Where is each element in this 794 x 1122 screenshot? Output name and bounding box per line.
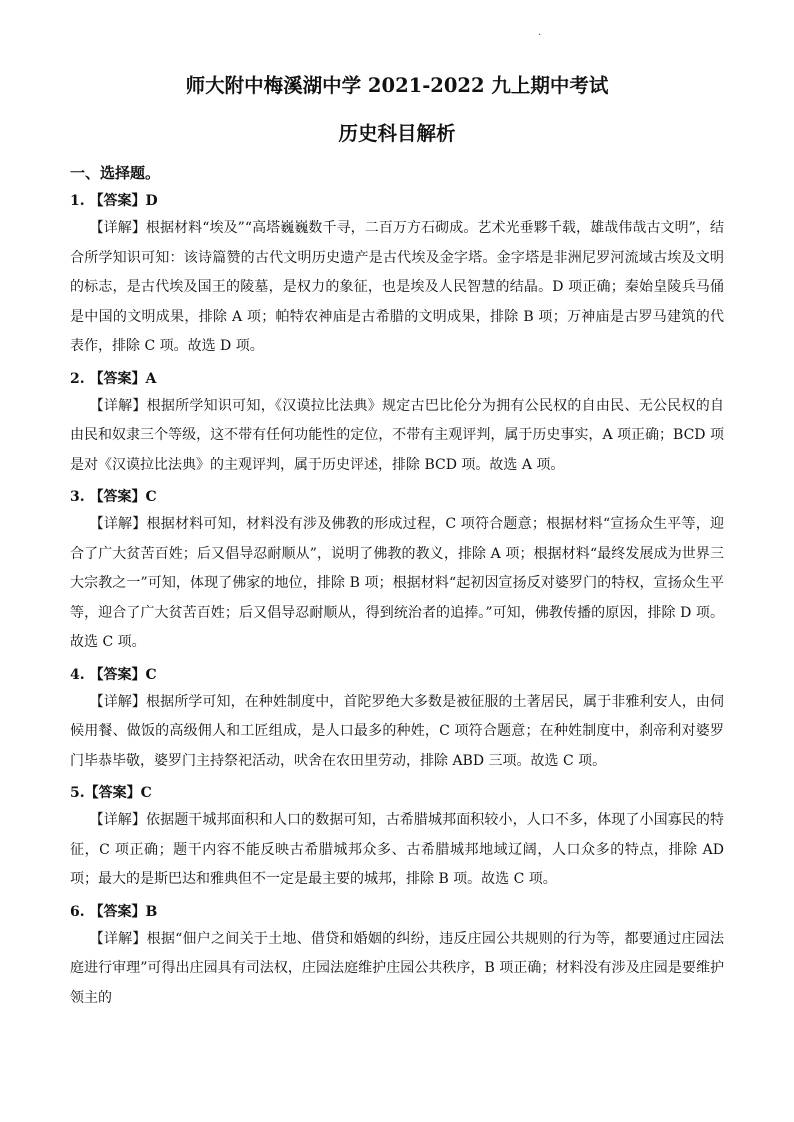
answer-label: 2. 【答案】A <box>70 370 157 387</box>
question-4 <box>70 664 724 777</box>
answer-detail: 【详解】依据题干城邦面积和人口的数据可知，古希腊城邦面积较小，人口不多，体现了小国寡民的特征，C 项正确；题干内容不能反映古希腊城邦众多、古希腊城邦地域辽阔，人口众多的特点，排除 AD 项；最大的是斯巴达和雅典但不一定是最主要的城邦，排除 B 项。故选 C 项。 <box>70 812 724 887</box>
question-6 <box>70 901 724 1014</box>
answer-label: 4. 【答案】C <box>70 666 157 683</box>
question-2 <box>70 368 724 481</box>
answer-detail: 【详解】根据所学可知，在种姓制度中，首陀罗绝大多数是被征服的土著居民，属于非雅利安人，由伺候用餐、做饭的高级佣人和工匠组成，是人口最多的种姓，C 项符合题意；在种姓制度中，刹帝利对婆罗门毕恭毕敬，婆罗门主持祭祀活动，吠舍在农田里劳动，排除 ABD 三项。故选 C 项。 <box>70 693 724 769</box>
answer-label: 1. 【答案】D <box>70 193 158 209</box>
answer-label: 5.【答案】C <box>70 785 152 801</box>
answer-label: 6. 【答案】B <box>70 903 158 920</box>
question-1 <box>70 190 724 362</box>
corner-mark: · <box>538 30 542 41</box>
question-5 <box>70 782 724 895</box>
answer-detail: 【详解】根据“佃户之间关于土地、借贷和婚姻的纠纷，违反庄园公共规则的行为等，都要通过庄园法庭进行审理”可得出庄园具有司法权，庄园法庭维护庄园公共秩序，B 项正确；材料没有涉及庄园是要维护领主的 <box>70 930 724 1006</box>
question-3 <box>70 486 724 658</box>
section-heading: 一、选择题。 <box>70 164 161 182</box>
document-subtitle: 历史科目解析 <box>338 122 456 145</box>
answer-detail: 【详解】根据材料可知，材料没有涉及佛教的形成过程，C 项符合题意；根据材料“宣扬众生平等，迎合了广大贫苦百姓；后又倡导忍耐顺从”，说明了佛教的教义，排除 A 项；根据材料“最终发展成为世界三大宗教之一”可知，体现了佛家的地位，排除 B 项；根据材料“起初因宣扬反对婆罗门的特权，宣扬众生平等，迎合了广大贫苦百姓；后又倡导忍耐顺从，得到统治者的追捧。”可知，佛教传播的原因，排除 D 项。故选 C 项。 <box>70 516 724 650</box>
answer-detail: 【详解】根据所学知识可知，《汉谟拉比法典》规定古巴比伦分为拥有公民权的自由民、无公民权的自由民和奴隶三个等级，这不带有任何功能性的定位，不带有主观评判，属于历史事实，A 项正确；BCD 项是对《汉谟拉比法典》的主观评判，属于历史评述，排除 BCD 项。故选 A 项。 <box>70 397 724 473</box>
document-title: 师大附中梅溪湖中学 2021-2022 九上期中考试 <box>185 74 609 97</box>
answer-label: 3. 【答案】C <box>70 489 157 505</box>
answer-detail: 【详解】根据材料“埃及”“高塔巍巍数千寻，二百万方石砌成。艺术光垂夥千载，雄哉伟哉古文明”，结合所学知识可知：该诗篇赞的古代文明历史遗产是古代埃及金字塔。金字塔是非洲尼罗河流域古埃及文明的标志，是古代埃及国王的陵墓，是权力的象征，也是埃及人民智慧的结晶。D 项正确；秦始皇陵兵马俑是中国的文明成果，排除 A 项；帕特农神庙是古希腊的文明成果，排除 B 项；万神庙是古罗马建筑的代表作，排除 C 项。故选 D 项。 <box>70 220 724 354</box>
